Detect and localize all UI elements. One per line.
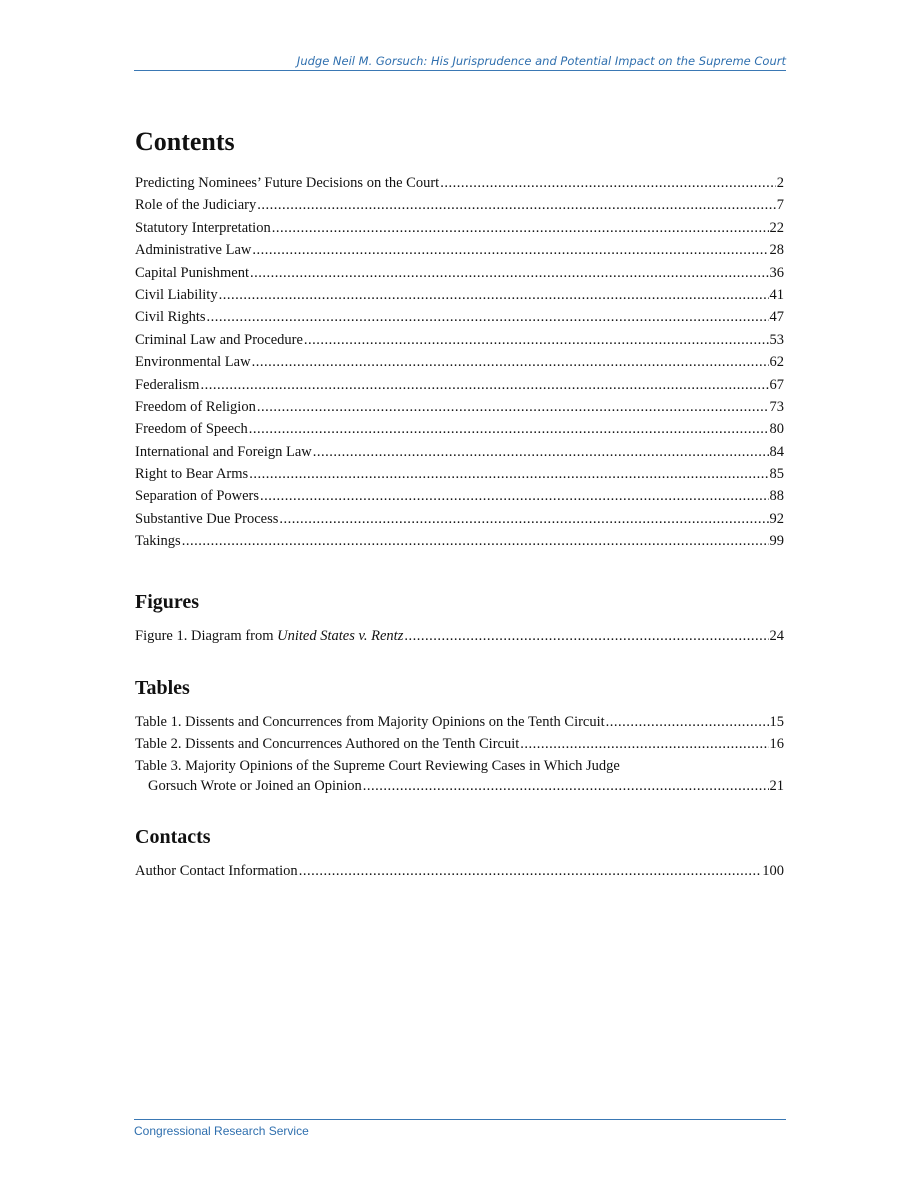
toc-entry[interactable] <box>135 396 784 418</box>
dot-leader <box>272 217 769 239</box>
toc-entry-page: 24 <box>769 627 784 644</box>
dot-leader <box>249 418 769 440</box>
dot-leader <box>313 441 769 463</box>
case-name: United States v. Rentz <box>277 627 404 644</box>
toc-entry-label: International and Foreign Law <box>135 443 312 460</box>
toc-entry-page: 16 <box>769 736 784 753</box>
contacts-list <box>135 860 784 882</box>
running-footer <box>134 1119 786 1138</box>
toc-entry[interactable] <box>135 711 784 733</box>
dot-leader <box>440 172 776 194</box>
dot-leader <box>252 239 768 261</box>
dot-leader <box>304 329 769 351</box>
tables-heading: Tables <box>135 677 190 700</box>
toc-entry[interactable] <box>135 374 784 396</box>
toc-entry-page: 15 <box>769 714 784 731</box>
toc-entry[interactable] <box>135 485 784 507</box>
tables-section <box>135 675 784 796</box>
toc-entry[interactable] <box>135 351 784 373</box>
toc-entry-page: 67 <box>769 376 784 393</box>
toc-entry[interactable] <box>135 733 784 755</box>
contents-section <box>135 126 784 553</box>
dot-leader <box>257 194 776 216</box>
running-header-title: Judge Neil M. Gorsuch: His Jurisprudence and Potential Impact on the Supreme Court <box>296 54 786 68</box>
table-of-contents <box>135 126 784 910</box>
toc-entry[interactable] <box>135 262 784 284</box>
toc-entry[interactable] <box>135 625 784 647</box>
running-header <box>134 54 786 71</box>
dot-leader <box>606 711 769 733</box>
toc-entry-label-line2: Gorsuch Wrote or Joined an Opinion <box>148 777 362 794</box>
toc-entry[interactable] <box>135 217 784 239</box>
toc-entry[interactable] <box>135 756 784 796</box>
toc-entry-label: Substantive Due Process <box>135 510 279 527</box>
toc-entry[interactable] <box>135 194 784 216</box>
toc-entry-label <box>135 625 403 647</box>
toc-entry[interactable] <box>135 239 784 261</box>
dot-leader <box>257 396 769 418</box>
toc-entry-page: 53 <box>769 331 784 348</box>
toc-entry-page: 80 <box>769 421 784 438</box>
toc-entry-page: 7 <box>776 197 784 214</box>
toc-entry[interactable] <box>135 530 784 552</box>
dot-leader <box>363 776 769 796</box>
dot-leader <box>249 463 768 485</box>
toc-entry-label: Table 2. Dissents and Concurrences Authored on the Tenth Circuit <box>135 736 520 753</box>
dot-leader <box>200 374 768 396</box>
toc-entry[interactable] <box>135 329 784 351</box>
toc-entry-page: 73 <box>769 398 784 415</box>
toc-entry-label: Table 1. Dissents and Concurrences from Majority Opinions on the Tenth Circuit <box>135 714 605 731</box>
footer-publisher: Congressional Research Service <box>134 1124 309 1138</box>
toc-entry[interactable] <box>135 306 784 328</box>
tables-list <box>135 711 784 796</box>
dot-leader <box>219 284 769 306</box>
toc-entry[interactable] <box>135 860 784 882</box>
toc-entry-label: Federalism <box>135 376 200 393</box>
toc-entry-label-line1: Table 3. Majority Opinions of the Supreme Court Reviewing Cases in Which Judge <box>135 757 620 774</box>
toc-entry-label: Capital Punishment <box>135 264 249 281</box>
toc-entry[interactable] <box>135 172 784 194</box>
figures-heading: Figures <box>135 590 200 613</box>
figures-section <box>135 589 784 647</box>
toc-entry[interactable] <box>135 508 784 530</box>
toc-entry-label: Civil Rights <box>135 309 206 326</box>
contacts-section <box>135 824 784 882</box>
toc-entry-label: Environmental Law <box>135 354 251 371</box>
contents-list <box>135 172 784 553</box>
dot-leader <box>299 860 762 882</box>
toc-entry-page: 92 <box>769 510 784 527</box>
toc-entry-page: 22 <box>769 219 784 236</box>
dot-leader <box>260 485 768 507</box>
toc-entry-page: 41 <box>769 286 784 303</box>
dot-leader <box>404 625 768 647</box>
toc-entry-page: 84 <box>769 443 784 460</box>
toc-entry-label: Predicting Nominees’ Future Decisions on the Court <box>135 175 440 191</box>
toc-entry[interactable] <box>135 284 784 306</box>
toc-entry-page: 47 <box>769 309 784 326</box>
toc-entry-label: Freedom of Religion <box>135 398 256 415</box>
figures-list <box>135 625 784 647</box>
contacts-heading: Contacts <box>135 825 211 848</box>
toc-entry[interactable] <box>135 441 784 463</box>
contents-heading: Contents <box>135 127 235 156</box>
toc-entry-label: Administrative Law <box>135 242 252 259</box>
toc-entry-page: 100 <box>762 862 784 879</box>
toc-entry-label: Separation of Powers <box>135 488 260 505</box>
dot-leader <box>279 508 768 530</box>
toc-entry-page: 36 <box>769 264 784 281</box>
dot-leader <box>252 351 769 373</box>
toc-entry-label: Civil Liability <box>135 286 218 303</box>
figure-label-prefix: Figure 1. Diagram from <box>135 627 278 644</box>
toc-entry-label: Role of the Judiciary <box>135 197 257 214</box>
toc-entry[interactable] <box>135 418 784 440</box>
toc-entry-page: 28 <box>769 242 784 259</box>
toc-entry-label: Freedom of Speech <box>135 421 248 438</box>
dot-leader <box>182 530 769 552</box>
dot-leader <box>520 733 768 755</box>
toc-entry[interactable] <box>135 463 784 485</box>
toc-entry-page: 62 <box>769 354 784 371</box>
toc-entry-page: 88 <box>769 488 784 505</box>
toc-entry-label: Takings <box>135 533 181 550</box>
toc-entry-page: 2 <box>776 175 784 191</box>
toc-entry-label: Statutory Interpretation <box>135 219 271 236</box>
dot-leader <box>207 306 769 328</box>
toc-entry-label: Right to Bear Arms <box>135 466 249 483</box>
toc-entry-line2 <box>135 776 784 796</box>
toc-entry-label: Author Contact Information <box>135 862 298 879</box>
dot-leader <box>250 262 769 284</box>
toc-entry-page: 99 <box>769 533 784 550</box>
toc-entry-page: 21 <box>769 777 784 794</box>
toc-entry-label: Criminal Law and Procedure <box>135 331 303 348</box>
toc-entry-page: 85 <box>769 466 784 483</box>
